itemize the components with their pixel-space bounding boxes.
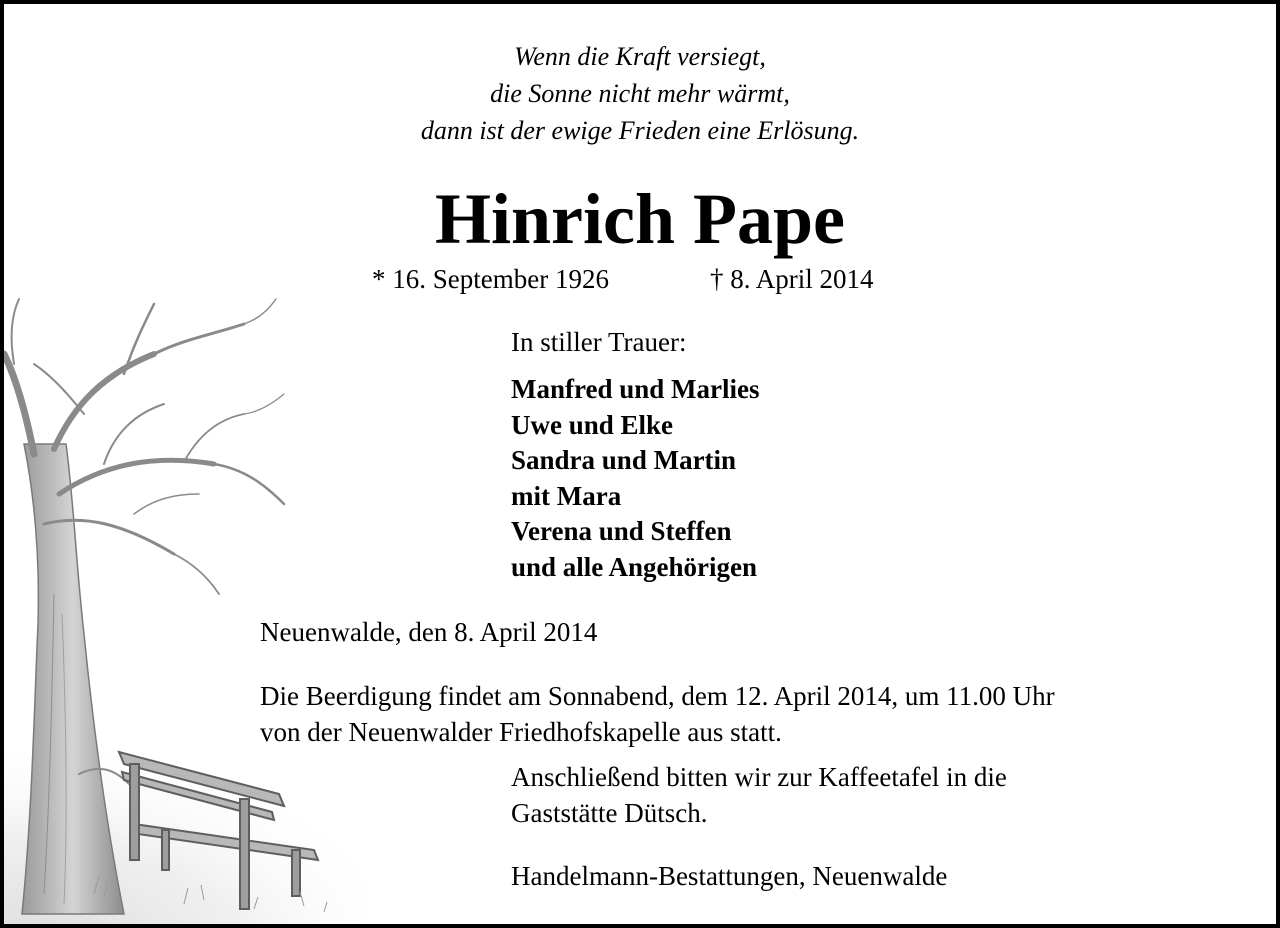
poem	[4, 38, 1276, 149]
mourners-list	[511, 372, 760, 586]
tree-and-bench-illustration	[4, 294, 364, 928]
mourner-name: Verena und Steffen	[511, 516, 732, 547]
mourner-name: und alle Angehörigen	[511, 551, 758, 582]
place-and-date: Neuenwalde, den 8. April 2014	[260, 617, 598, 647]
reception-line-2: Gaststätte Dütsch.	[511, 798, 708, 828]
birth-date: * 16. September 1926	[372, 264, 609, 294]
reception-line-1: Anschließend bitten wir zur Kaffeetafel in die	[511, 762, 1007, 792]
death-date: † 8. April 2014	[710, 264, 874, 294]
poem-line: die Sonne nicht mehr wärmt,	[490, 79, 790, 108]
mourner-name: Sandra und Martin	[511, 445, 737, 476]
mourner-name: Uwe und Elke	[511, 409, 674, 440]
funeral-line-2: von der Neuenwalder Friedhofskapelle aus statt.	[260, 717, 782, 747]
poem-line: Wenn die Kraft versiegt,	[514, 42, 766, 71]
deceased-name: Hinrich Pape	[435, 179, 845, 259]
funeral-line-1: Die Beerdigung findet am Sonnabend, dem 12. April 2014, um 11.00 Uhr	[260, 681, 1055, 711]
mourning-intro: In stiller Trauer:	[511, 327, 687, 357]
poem-line: dann ist der ewige Frieden eine Erlösung.	[420, 116, 860, 145]
mourner-name: mit Mara	[511, 480, 622, 511]
mourner-name: Manfred und Marlies	[511, 374, 760, 404]
undertaker: Handelmann-Bestattungen, Neuenwalde	[511, 861, 948, 891]
